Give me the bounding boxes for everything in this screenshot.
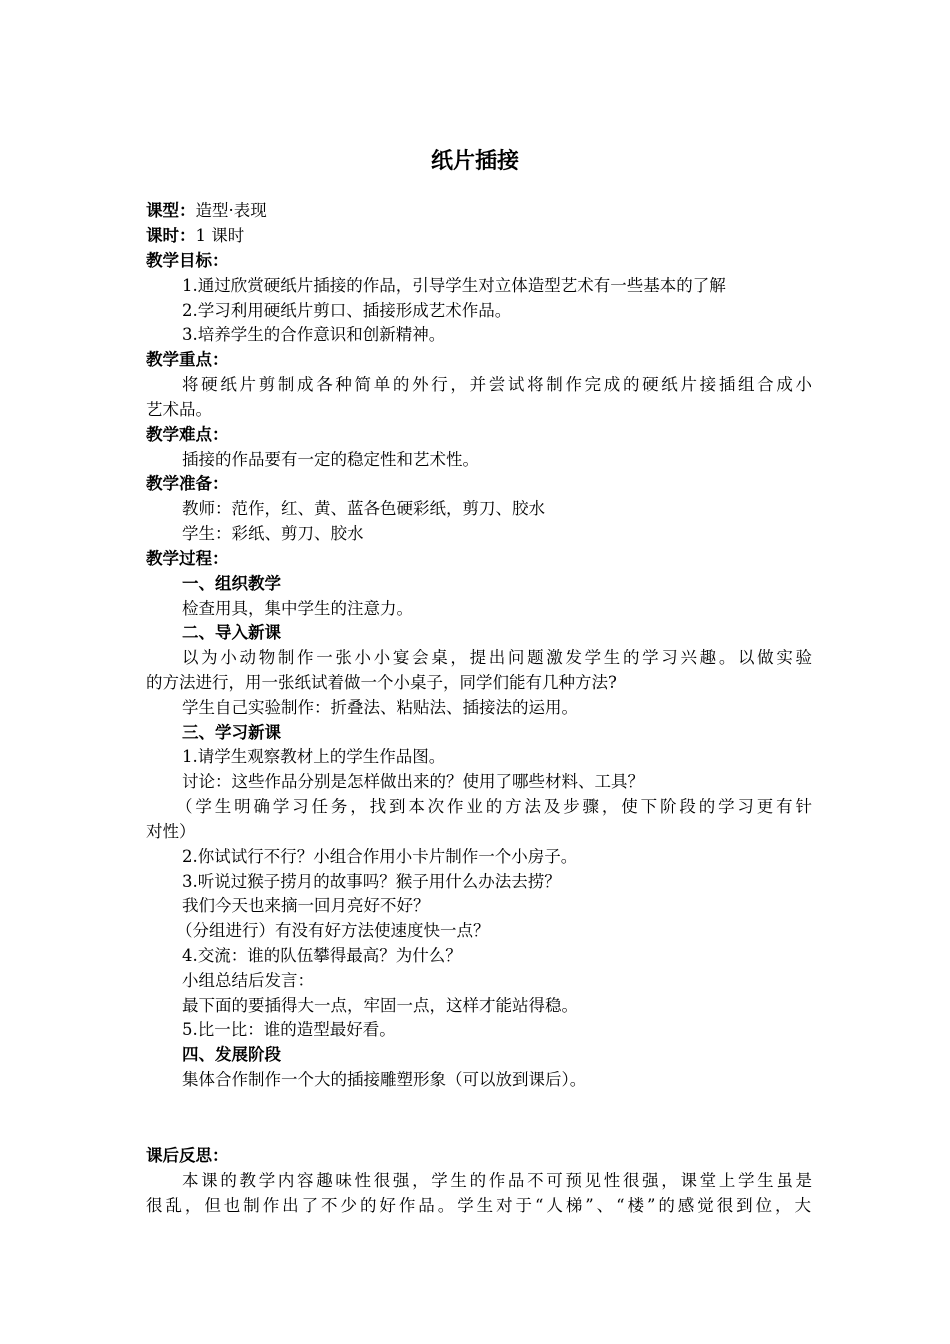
lesson-type-line (146, 200, 811, 222)
lesson-hours-value: 1 课时 (195, 226, 245, 245)
lesson-type-label: 课型： (146, 201, 196, 220)
section-text: 2.你试试行不行？小组合作用小卡片制作一个小房子。 (182, 847, 578, 866)
reflection-text: 本课的教学内容趣味性很强，学生的作品不可预见性很强，课堂上学生虽是 (182, 1171, 812, 1190)
section-text: 讨论：这些作品分别是怎样做出来的？使用了哪些材料、工具？ (182, 772, 644, 791)
key-points-text: 将硬纸片剪制成各种简单的外行，并尝试将制作完成的硬纸片接插组合成小 (182, 375, 812, 394)
section-heading: 一、组织教学 (182, 574, 281, 593)
section-text: 学生自己实验制作：折叠法、粘贴法、插接法的运用。 (182, 698, 578, 717)
reflection-text-cont: 很乱，但也制作出了不少的好作品。学生对于“人梯”、“楼”的感觉很到位，大 (146, 1196, 811, 1215)
section-text: 4.交流：谁的队伍攀得最高？为什么？ (182, 946, 462, 965)
lesson-type-value: 造型·表现 (195, 201, 267, 220)
section-heading: 三、学习新课 (182, 723, 281, 742)
section-text: 5.比一比：谁的造型最好看。 (182, 1020, 396, 1039)
section-text: 集体合作制作一个大的插接雕塑形象（可以放到课后）。 (182, 1070, 587, 1089)
difficulties-label: 教学难点： (146, 425, 229, 444)
goal-item: 3.培养学生的合作意识和创新精神。 (182, 325, 446, 344)
goal-item: 2.学习利用硬纸片剪口、插接形成艺术作品。 (182, 301, 512, 320)
page-title: 纸片插接 (430, 149, 519, 174)
section-text: （分组进行）有没有好方法使速度快一点？ (176, 921, 490, 940)
goal-item: 1.通过欣赏硬纸片插接的作品，引导学生对立体造型艺术有一些基本的了解 (182, 276, 726, 295)
section-text-cont: 对性） (146, 822, 196, 841)
difficulties-text: 插接的作品要有一定的稳定性和艺术性。 (182, 450, 479, 469)
preparation-label: 教学准备： (146, 474, 229, 493)
preparation-student: 学生：彩纸、剪刀、胶水 (182, 524, 364, 543)
goals-label: 教学目标： (146, 251, 229, 270)
reflection-label: 课后反思： (146, 1146, 229, 1165)
section-text: 小组总结后发言： (182, 971, 314, 990)
section-text: 检查用具，集中学生的注意力。 (182, 599, 413, 618)
section-heading: 二、导入新课 (182, 623, 281, 642)
key-points-text-cont: 艺术品。 (146, 400, 212, 419)
section-text: 以为小动物制作一张小小宴会桌，提出问题激发学生的学习兴趣。以做实验 (182, 648, 812, 667)
lesson-hours-line (146, 225, 811, 247)
section-heading: 四、发展阶段 (182, 1045, 281, 1064)
preparation-teacher: 教师：范作，红、黄、蓝各色硬彩纸，剪刀、胶水 (182, 499, 545, 518)
section-text: 我们今天也来摘一回月亮好不好？ (182, 896, 430, 915)
section-text-cont: 的方法进行，用一张纸试着做一个小桌子，同学们能有几种方法? (146, 673, 617, 692)
section-text: 3.听说过猴子捞月的故事吗？猴子用什么办法去捞？ (182, 872, 561, 891)
section-text: （学生明确学习任务，找到本次作业的方法及步骤，使下阶段的学习更有针 (176, 797, 812, 816)
section-text: 最下面的要插得大一点，牢固一点，这样才能站得稳。 (182, 996, 578, 1015)
key-points-label: 教学重点： (146, 350, 229, 369)
section-text: 1.请学生观察教材上的学生作品图。 (182, 747, 446, 766)
lesson-hours-label: 课时： (146, 226, 196, 245)
process-label: 教学过程： (146, 549, 229, 568)
